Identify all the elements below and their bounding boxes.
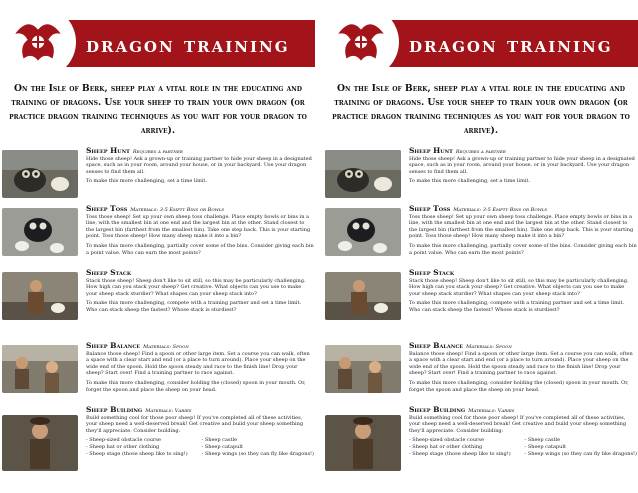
sheep-toss-image xyxy=(325,208,401,256)
list-item: - Sheep wings (so they can fly like dragons!) xyxy=(524,450,637,457)
section-body: Balance those sheep! Find a spoon or other large item. Set a course you can walk, often a space with a clear start and end (or a place to turn around). Place your sheep on the wide end of the spoon. Hold the spoon steady and race to the finish line! Drop your sheep? Start over! Find a training partner to race against. xyxy=(409,350,633,377)
section-sheep-balance xyxy=(0,343,315,403)
section-sheep-toss xyxy=(0,206,315,266)
sheep-stack-image xyxy=(325,272,401,320)
sheep-hunt-image xyxy=(2,150,78,198)
section-title: Sheep Balance Materials: Spoon xyxy=(409,341,512,350)
list-item: - Sheep hat or other clothing xyxy=(409,443,483,450)
list-item: - Sheep catapult xyxy=(201,443,243,450)
section-challenge: To make this more challenging, partially cover some of the bins. Consider giving each bin a point value. Who can earn the most points? xyxy=(86,242,314,256)
list-item: - Sheep-sized obstacle course xyxy=(86,437,161,444)
section-body: Hide those sheep! Ask a grown-up or training partner to hide your sheep in a designated space, such as in your room, around your house, or in your backyard. Use your dragon senses to find them all. xyxy=(86,155,312,175)
list-item: - Sheep castle xyxy=(524,437,561,444)
section-sheep-hunt xyxy=(0,148,315,208)
banner-title: dragon training xyxy=(409,32,613,57)
section-body: Stack those sheep! Sheep don't like to sit still, so this may be particularly challenging. How high can you stack your sheep? Get creative. What objects can you use to make your sheep stack sturdier? What shapes can your sheep stack into? xyxy=(409,277,629,297)
section-title: Sheep Hunt Requires a partner xyxy=(409,146,506,155)
sheep-building-image xyxy=(2,415,78,471)
list-item: - Sheep hat or other clothing xyxy=(86,443,160,450)
section-sheep-balance xyxy=(323,343,638,403)
section-body: Hide those sheep! Ask a grown-up or training partner to hide your sheep in a designated space, such as in your room, around your house, or in your backyard. Use your dragon senses to find them all. xyxy=(409,155,635,175)
dragon-emblem-icon xyxy=(0,6,76,78)
section-body: Stack those sheep! Sheep don't like to sit still, so this may be particularly challenging. How high can you stack your sheep? Get creative. What objects can you use to make your sheep stack sturdier? What shapes can your sheep stack into? xyxy=(86,277,306,297)
section-body: Build something cool for those poor sheep! If you've completed all of these activities, your sheep need a well-deserved break! Get creative and build your sheep something they'll appreciate. Consider building: xyxy=(86,414,304,434)
dragon-emblem-icon xyxy=(323,6,399,78)
section-title: Sheep Building Materials: Varies xyxy=(86,405,192,414)
intro-text: On the Isle of Berk, sheep play a vital role in the educating and training of dragons. Use your sheep to train your own dragon (or practice dragon training techniques as you wait for your dragon to arrive). xyxy=(332,83,630,136)
list-item: - Sheep stage (those sheep like to sing!) xyxy=(409,450,511,457)
section-challenge: To make this more challenging, compete with a training partner and set a time limit. Who can stack sheep the fastest? Whose stack is sturdiest? xyxy=(409,300,625,313)
section-title: Sheep Toss Materials: 3-5 Empty Bins or Bowls xyxy=(86,204,225,213)
section-sheep-toss xyxy=(323,206,638,266)
section-body: Toss those sheep! Set up your own sheep toss challenge. Place empty bowls or bins in a line, with the smallest bin at one end and the largest bin at the other. Stand closest to the largest bin (farthest from the smallest bin). Take one step back. This is your starting point. Toss those sheep! How many sheep make it into a bin? xyxy=(409,213,634,240)
section-sheep-hunt xyxy=(323,148,638,208)
sheep-balance-image xyxy=(325,345,401,393)
sheep-balance-image xyxy=(2,345,78,393)
flyer-panel-left xyxy=(0,0,315,493)
list-item: - Sheep castle xyxy=(201,437,238,444)
section-challenge: To make this more challenging, compete with a training partner and set a time limit. Who can stack sheep the fastest? Whose stack is sturdiest? xyxy=(86,300,302,313)
section-title: Sheep Stack xyxy=(409,268,455,277)
section-title: Sheep Toss Materials: 3-5 Empty Bins or Bowls xyxy=(409,204,548,213)
section-title: Sheep Building Materials: Varies xyxy=(409,405,515,414)
list-item: - Sheep wings (so they can fly like dragons!) xyxy=(201,450,314,457)
section-title: Sheep Hunt Requires a partner xyxy=(86,146,183,155)
sheep-hunt-image xyxy=(325,150,401,198)
section-challenge: To make this more challenging, consider holding the (closed) spoon in your mouth. Or, forget the spoon and place the sheep on your head. xyxy=(86,379,306,393)
section-sheep-stack xyxy=(323,270,638,330)
section-challenge: To make this more challenging, set a time limit. xyxy=(409,178,531,185)
building-ideas-list xyxy=(86,437,314,457)
flyer-panel-right xyxy=(323,0,638,493)
list-item: - Sheep stage (those sheep like to sing!) xyxy=(86,450,188,457)
sheep-stack-image xyxy=(2,272,78,320)
intro-text: On the Isle of Berk, sheep play a vital role in the educating and training of dragons. Use your sheep to train your own dragon (or practice dragon training techniques as you wait for your dragon to arrive). xyxy=(9,83,307,136)
list-item: - Sheep-sized obstacle course xyxy=(409,437,484,444)
sheep-building-image xyxy=(325,415,401,471)
section-body: Build something cool for those poor sheep! If you've completed all of these activities, your sheep need a well-deserved break! Get creative and build your sheep something they'll appreciate. Consider building: xyxy=(409,414,627,434)
section-sheep-building xyxy=(0,407,315,487)
banner-title: dragon training xyxy=(86,32,290,57)
section-challenge: To make this more challenging, consider holding the (closed) spoon in your mouth. Or, forget the spoon and place the sheep on your head. xyxy=(409,379,629,393)
section-sheep-building xyxy=(323,407,638,487)
section-title: Sheep Stack xyxy=(86,268,132,277)
section-challenge: To make this more challenging, set a time limit. xyxy=(86,178,208,185)
building-ideas-list xyxy=(409,437,637,457)
section-body: Balance those sheep! Find a spoon or other large item. Set a course you can walk, often a space with a clear start and end (or a place to turn around). Place your sheep on the wide end of the spoon. Hold the spoon steady and race to the finish line! Drop your sheep? Start over! Find a training partner to race against. xyxy=(86,350,310,377)
list-item: - Sheep catapult xyxy=(524,443,566,450)
section-title: Sheep Balance Materials: Spoon xyxy=(86,341,189,350)
section-body: Toss those sheep! Set up your own sheep toss challenge. Place empty bowls or bins in a line, with the smallest bin at one end and the largest bin at the other. Stand closest to the largest bin (farthest from the smallest bin). Take one step back. This is your starting point. Toss those sheep! How many sheep make it into a bin? xyxy=(86,213,311,240)
section-challenge: To make this more challenging, partially cover some of the bins. Consider giving each bin a point value. Who can earn the most points? xyxy=(409,242,637,256)
section-sheep-stack xyxy=(0,270,315,330)
sheep-toss-image xyxy=(2,208,78,256)
